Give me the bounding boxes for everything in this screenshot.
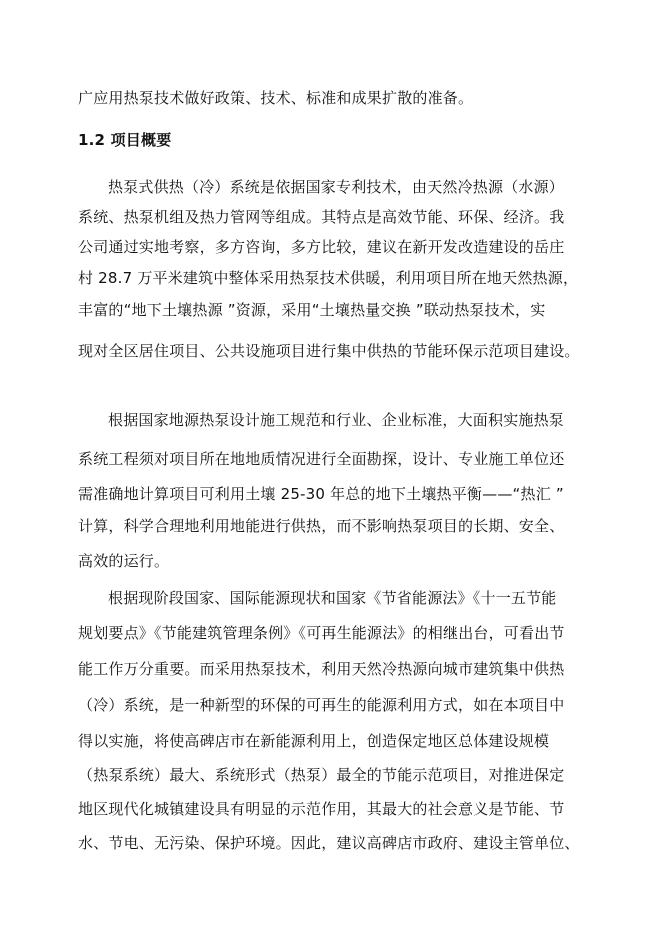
paragraph1-line4: 村 28.7 万平米建筑中整体采用热泵技术供暖，利用项目所在地天然热源， xyxy=(78,269,579,287)
paragraph3-line6: （热泵系统）最大、系统形式（热泵）最全的节能示范项目，对推进保定 xyxy=(78,766,565,784)
paragraph2-line5: 高效的运行。 xyxy=(78,552,170,570)
paragraph1-line3: 公司通过实地考察，多方咨询，多方比较，建议在新开发改造建设的岳庄 xyxy=(78,238,565,256)
paragraph3-line4: （冷）系统，是一种新型的环保的可再生的能源利用方式，如在本项目中 xyxy=(78,696,565,714)
paragraph1-line5: 丰富的“地下土壤热源 ”资源，采用“土壤热量交换 ”联动热泵技术，实 xyxy=(78,301,546,319)
paragraph3-line8: 水、节电、无污染、保护环境。因此，建议高碑店市政府、建设主管单位、 xyxy=(78,834,580,852)
paragraph2-line1: 根据国家地源热泵设计施工规范和行业、企业标准，大面积实施热泵 xyxy=(108,411,565,429)
paragraph3-line7: 地区现代化城镇建设具有明显的示范作用，其最大的社会意义是节能、节 xyxy=(78,800,565,818)
paragraph3-line2: 规划要点》《节能建筑管理条例》《可再生能源法》的相继出台，可看出节 xyxy=(78,624,565,642)
paragraph3-line1: 根据现阶段国家、国际能源现状和国家《节省能源法》《十一五节能 xyxy=(108,589,557,607)
paragraph3-line3: 能工作万分重要。而采用热泵技术，利用天然冷热源向城市建筑集中供热 xyxy=(78,660,565,678)
paragraph1-line2: 系统、热泵机组及热力管网等组成。其特点是高效节能、环保、经济。我 xyxy=(78,208,565,226)
intro-line: 广应用热泵技术做好政策、技术、标准和成果扩散的准备。 xyxy=(78,89,474,107)
section-heading: 1.2 项目概要 xyxy=(78,131,172,149)
paragraph2-line4: 计算，科学合理地利用地能进行供热，而不影响热泵项目的长期、安全、 xyxy=(78,517,565,535)
paragraph1-line1: 热泵式供热（冷）系统是依据国家专利技术，由天然冷热源（水源） xyxy=(108,178,565,196)
paragraph1-line6: 现对全区居住项目、公共设施项目进行集中供热的节能环保示范项目建设。 xyxy=(78,342,580,360)
paragraph2-line3: 需准确地计算项目可利用土壤 25-30 年总的地下土壤热平衡——“热汇 ” xyxy=(78,485,564,503)
paragraph2-line2: 系统工程须对项目所在地地质情况进行全面勘探，设计、专业施工单位还 xyxy=(78,450,565,468)
paragraph3-line5: 得以实施，将使高碑店市在新能源利用上，创造保定地区总体建设规模 xyxy=(78,732,550,750)
